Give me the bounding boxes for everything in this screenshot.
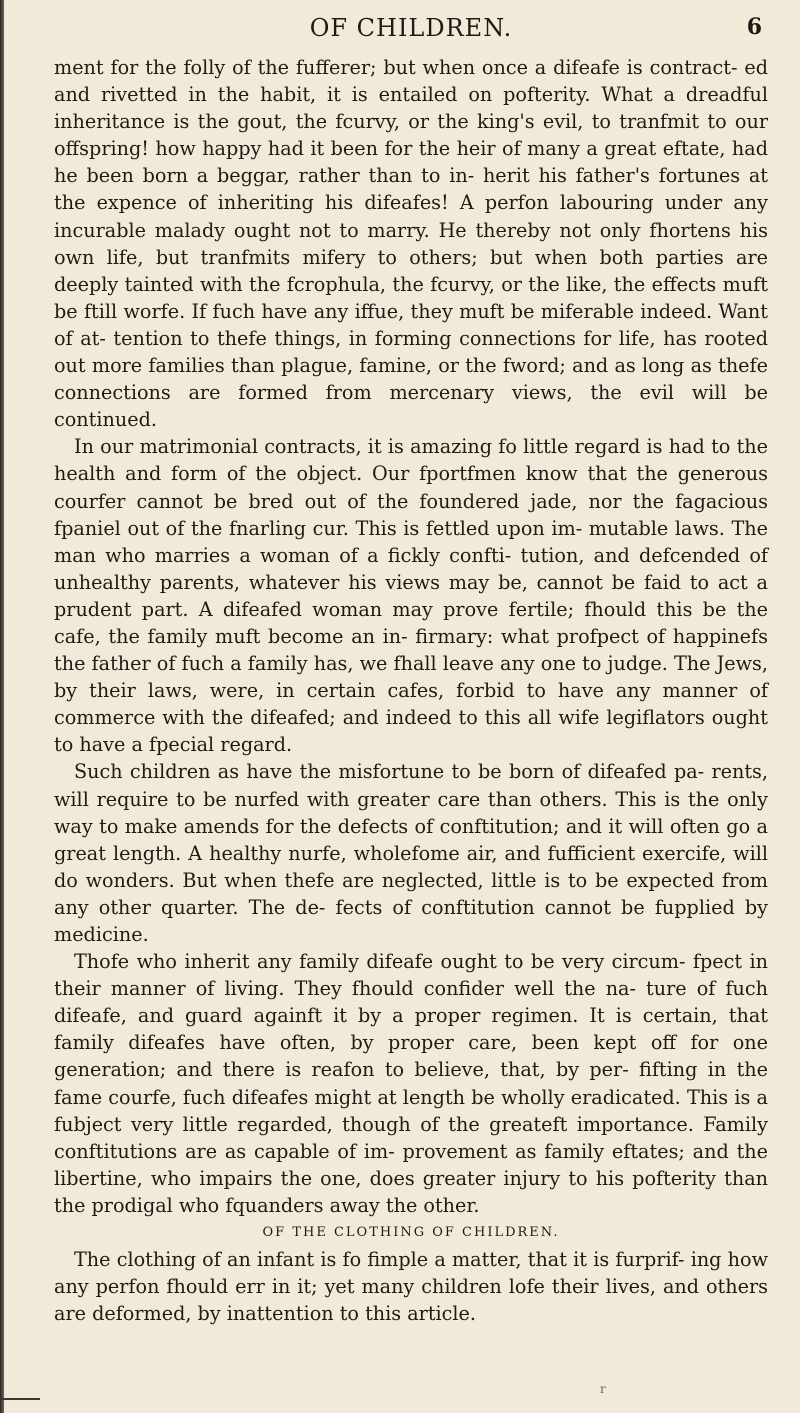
- body-text: [54, 54, 768, 1327]
- page-number: 6: [746, 14, 762, 40]
- paragraph-5: The clothing of an infant is fo fimple a matter, that it is furprif- ing how any perfon fhould err in it; yet many children lofe their lives, and others are deformed, by inattention to this article.: [54, 1248, 768, 1326]
- book-page: [54, 10, 768, 1327]
- paragraph-4: Thofe who inherit any family difeafe ought to be very circum- fpect in their manner of living. They fhould confider well the na- ture of fuch difeafe, and guard againft it by a proper regimen. It is certain, that family difeafes have often, by proper care, been kept off for one generation; and there is reafon to believe, that, by per- fifting in the fame courfe, fuch difeafes might at length be wholly eradicated. This is a fubject very little regarded, though of the greateft importance. Family conftitutions are as capable of im- provement as family eftates; and the libertine, who impairs the one, does greater injury to his pofterity than the prodigal who fquanders away the other.: [54, 950, 768, 1217]
- footer-rule: [0, 1398, 40, 1400]
- paragraph-2: In our matrimonial contracts, it is amazing fo little regard is had to the health and form of the object. Our fportfmen know that the generous courfer cannot be bred out of the foundered jade, nor the fagacious fpaniel out of the fnarling cur. This is fettled upon im- mutable laws. The man who marries a woman of a fickly confti- tution, and defcended of unhealthy parents, whatever his views may be, cannot be faid to act a prudent part. A difeafed woman may prove fertile; fhould this be the cafe, the family muft become an in- firmary: what profpect of happinefs the father of fuch a family has, we fhall leave any one to judge. The Jews, by their laws, were, in certain cafes, forbid to have any manner of commerce with the difeafed; and indeed to this all wife legiflators ought to have a fpecial regard.: [54, 435, 768, 757]
- book-spine-shadow: [0, 0, 4, 1413]
- running-head: [54, 10, 768, 50]
- paragraph-1: ment for the folly of the fufferer; but when once a difeafe is contract- ed and rivetted in the habit, it is entailed on pofterity. What a dreadful inheritance is the gout, the fcurvy, or the king's evil, to tranfmit to our offspring! how happy had it been for the heir of many a great eftate, had he been born a beggar, rather than to in- herit his father's fortunes at the expence of inheriting his difeafes! A perfon labouring under any incurable malady ought not to marry. He thereby not only fhortens his own life, but tranfmits mifery to others; but when both parties are deeply tainted with the fcrophula, the fcurvy, or the like, the effects muft be ftill worfe. If fuch have any iffue, they muft be miferable indeed. Want of at- tention to thefe things, in forming connections for life, has rooted out more families than plague, famine, or the fword; and as long as thefe connections are formed from mercenary views, the evil will be continued.: [54, 56, 768, 432]
- paragraph-3: Such children as have the misfortune to be born of difeafed pa- rents, will require to be nurfed with greater care than others. This is the only way to make amends for the defects of conftitution; and it will often go a great length. A healthy nurfe, wholefome air, and fufficient exercife, will do wonders. But when thefe are neglected, little is to be expected from any other quarter. The de- fects of conftitution cannot be fupplied by medicine.: [54, 760, 768, 946]
- running-title: OF CHILDREN.: [309, 14, 513, 42]
- catchword: r: [600, 1382, 606, 1396]
- section-heading: OF THE CLOTHING OF CHILDREN.: [262, 1225, 560, 1241]
